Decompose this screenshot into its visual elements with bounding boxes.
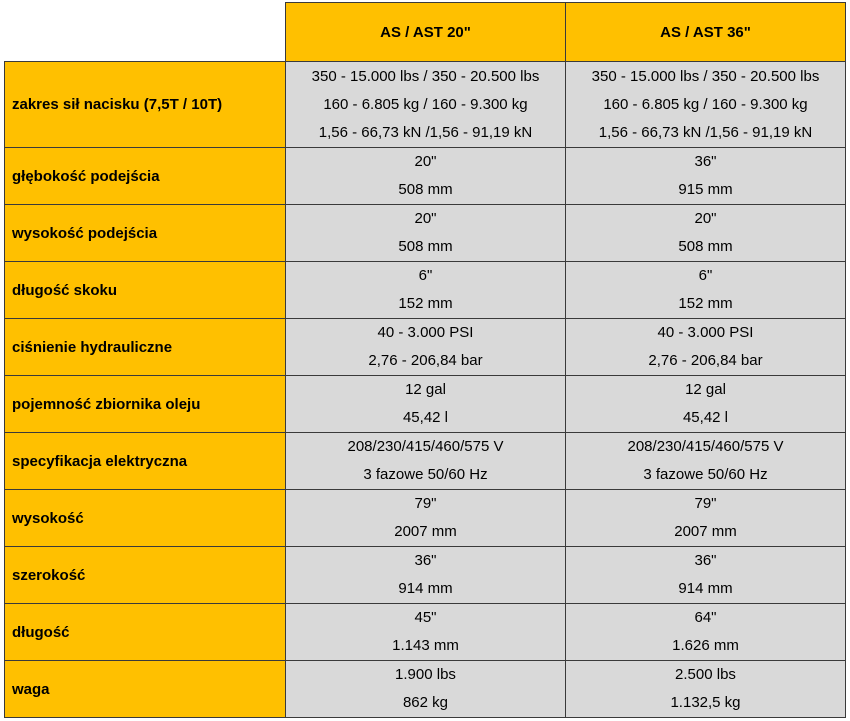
value-cell-as-ast-20 — [286, 62, 566, 148]
value-line: 36" — [694, 552, 717, 569]
table-row — [5, 376, 846, 433]
value-line: 508 mm — [398, 238, 453, 255]
value-line: 350 - 15.000 lbs / 350 - 20.500 lbs — [591, 67, 820, 85]
table-row — [5, 433, 846, 490]
row-label: specyfikacja elektryczna — [5, 433, 286, 490]
value-line: 45,42 l — [402, 409, 449, 426]
value-line: 508 mm — [678, 238, 733, 255]
value-cell-as-ast-36 — [566, 148, 846, 205]
value-line: 508 mm — [398, 181, 453, 198]
value-line: 160 - 6.805 kg / 160 - 9.300 kg — [323, 95, 528, 113]
value-line: 914 mm — [678, 580, 733, 597]
value-cell-as-ast-36 — [566, 433, 846, 490]
value-line: 2.500 lbs — [675, 666, 736, 683]
corner-cell — [5, 3, 286, 62]
specs-table — [4, 2, 846, 718]
value-line: 6" — [698, 267, 713, 284]
row-label: głębokość podejścia — [5, 148, 286, 205]
table-row — [5, 490, 846, 547]
value-cell-as-ast-36 — [566, 604, 846, 661]
value-line: 36" — [414, 552, 437, 569]
value-line: 1,56 - 66,73 kN /1,56 - 91,19 kN — [318, 123, 533, 141]
value-cell-as-ast-20 — [286, 661, 566, 718]
value-line: 20" — [414, 153, 437, 170]
value-cell-as-ast-20 — [286, 547, 566, 604]
value-cell-as-ast-20 — [286, 205, 566, 262]
value-line: 3 fazowe 50/60 Hz — [363, 466, 488, 483]
value-cell-as-ast-20 — [286, 490, 566, 547]
value-line: 6" — [418, 267, 433, 284]
row-label: waga — [5, 661, 286, 718]
value-line: 2007 mm — [394, 523, 457, 540]
table-row — [5, 205, 846, 262]
value-line: 12 gal — [405, 381, 446, 398]
row-label: długość skoku — [5, 262, 286, 319]
table-row — [5, 604, 846, 661]
value-line: 350 - 15.000 lbs / 350 - 20.500 lbs — [311, 67, 540, 85]
row-label: wysokość — [5, 490, 286, 547]
value-cell-as-ast-36 — [566, 376, 846, 433]
value-cell-as-ast-36 — [566, 661, 846, 718]
value-cell-as-ast-20 — [286, 148, 566, 205]
table-row — [5, 148, 846, 205]
value-line: 36" — [694, 153, 717, 170]
value-line: 79" — [414, 495, 437, 512]
row-label: ciśnienie hydrauliczne — [5, 319, 286, 376]
value-line: 208/230/415/460/575 V — [627, 438, 784, 455]
value-line: 1.132,5 kg — [670, 694, 741, 711]
row-label: szerokość — [5, 547, 286, 604]
value-cell-as-ast-20 — [286, 262, 566, 319]
value-line: 20" — [414, 210, 437, 227]
value-line: 79" — [694, 495, 717, 512]
value-line: 152 mm — [398, 295, 453, 312]
value-line: 914 mm — [398, 580, 453, 597]
value-line: 1.143 mm — [392, 637, 459, 654]
header-row — [5, 3, 846, 62]
table-row — [5, 62, 846, 148]
table-row — [5, 661, 846, 718]
value-line: 1.626 mm — [672, 637, 739, 654]
value-cell-as-ast-20 — [286, 433, 566, 490]
table-row — [5, 547, 846, 604]
value-line: 12 gal — [685, 381, 726, 398]
value-cell-as-ast-36 — [566, 205, 846, 262]
row-label: długość — [5, 604, 286, 661]
value-line: 2,76 - 206,84 bar — [648, 352, 763, 369]
value-cell-as-ast-20 — [286, 604, 566, 661]
value-cell-as-ast-36 — [566, 319, 846, 376]
value-line: 1.900 lbs — [395, 666, 456, 683]
value-cell-as-ast-36 — [566, 62, 846, 148]
value-line: 1,56 - 66,73 kN /1,56 - 91,19 kN — [598, 123, 813, 141]
column-header-as-ast-36: AS / AST 36" — [566, 3, 846, 62]
value-line: 862 kg — [402, 694, 449, 711]
value-line: 3 fazowe 50/60 Hz — [643, 466, 768, 483]
row-label: wysokość podejścia — [5, 205, 286, 262]
value-line: 160 - 6.805 kg / 160 - 9.300 kg — [603, 95, 808, 113]
table-row — [5, 319, 846, 376]
value-cell-as-ast-36 — [566, 262, 846, 319]
value-line: 64" — [694, 609, 717, 626]
value-line: 45,42 l — [682, 409, 729, 426]
value-line: 20" — [694, 210, 717, 227]
value-line: 152 mm — [678, 295, 733, 312]
value-cell-as-ast-36 — [566, 490, 846, 547]
value-line: 40 - 3.000 PSI — [657, 324, 754, 341]
value-line: 915 mm — [678, 181, 733, 198]
row-label: pojemność zbiornika oleju — [5, 376, 286, 433]
value-cell-as-ast-20 — [286, 376, 566, 433]
value-line: 45" — [414, 609, 437, 626]
value-line: 2,76 - 206,84 bar — [368, 352, 483, 369]
value-line: 208/230/415/460/575 V — [347, 438, 504, 455]
value-line: 2007 mm — [674, 523, 737, 540]
value-cell-as-ast-36 — [566, 547, 846, 604]
table-row — [5, 262, 846, 319]
value-line: 40 - 3.000 PSI — [377, 324, 474, 341]
value-cell-as-ast-20 — [286, 319, 566, 376]
row-label: zakres sił nacisku (7,5T / 10T) — [5, 62, 286, 148]
column-header-as-ast-20: AS / AST 20" — [286, 3, 566, 62]
